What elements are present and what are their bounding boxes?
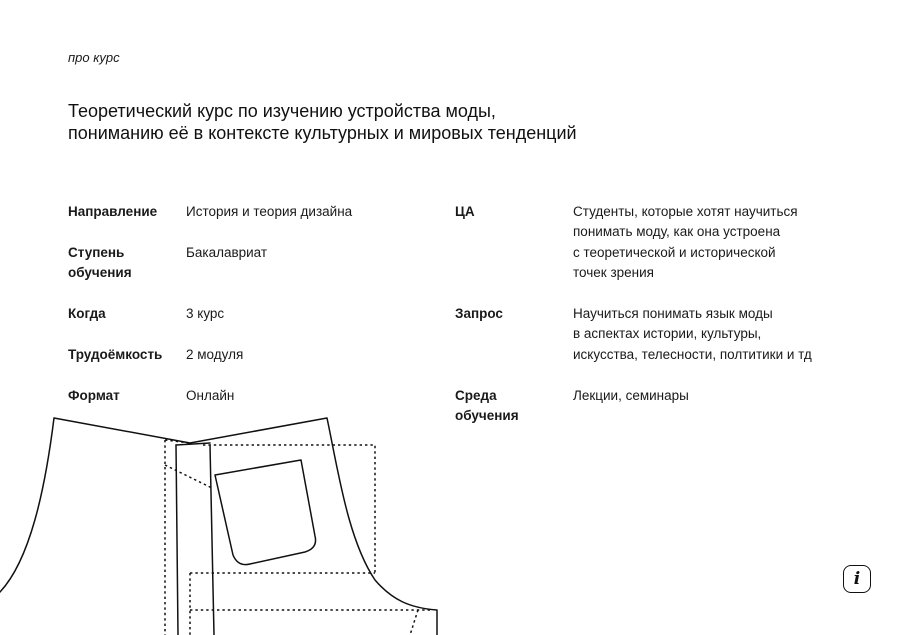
fact-value: 3 курс (186, 306, 225, 321)
trousers-pattern-illustration (0, 410, 450, 635)
fact-workload (68, 345, 428, 365)
fact-key: ЦА (455, 204, 475, 219)
fact-direction (68, 202, 428, 222)
fact-value-line: точек зрения (573, 265, 654, 281)
fact-key-line: обучения (68, 265, 132, 281)
info-icon: i (853, 569, 861, 589)
fact-key: Направление (68, 204, 158, 219)
fact-value-line: искусства, телесности, полтитики и тд (573, 346, 812, 362)
fact-key: Запрос (455, 306, 503, 322)
fact-key-line: Ступень (68, 244, 125, 260)
fact-value-line: в аспектах истории, культуры, (573, 326, 762, 342)
fact-key: Когда (68, 306, 106, 321)
info-button[interactable] (843, 565, 871, 593)
fact-key (455, 386, 573, 427)
course-lead (68, 100, 768, 144)
fact-value: Онлайн (186, 387, 235, 403)
fact-when (68, 304, 428, 324)
fact-value-line: Научиться понимать язык моды (573, 306, 773, 322)
course-facts-left (68, 202, 428, 426)
fact-value: 2 модуля (186, 346, 244, 362)
fact-audience (455, 202, 855, 284)
fact-request (455, 304, 855, 365)
fact-key: Формат (68, 387, 120, 403)
fact-environment (455, 386, 855, 427)
fact-level (68, 243, 428, 284)
section-label: про курс (68, 50, 120, 65)
fact-value (573, 304, 855, 365)
fact-key (68, 243, 186, 284)
course-facts-right (455, 202, 855, 447)
fact-value: История и теория дизайна (186, 204, 353, 219)
fact-value-line: Студенты, которые хотят научиться (573, 204, 798, 219)
fact-key-line: Среда (455, 387, 497, 403)
fact-value (573, 202, 855, 284)
fact-value-line: с теоретической и исторической (573, 244, 776, 260)
lead-line-1: Теоретический курс по изучению устройства моды, (68, 101, 496, 121)
fact-value: Лекции, семинары (573, 387, 689, 403)
fact-key-line: обучения (455, 408, 519, 424)
lead-line-2: пониманию её в контексте культурных и мировых тенденций (68, 123, 577, 143)
fact-key: Трудоёмкость (68, 346, 163, 362)
fact-value: Бакалавриат (186, 244, 268, 260)
fact-value-line: понимать моду, как она устроена (573, 224, 781, 240)
fact-format (68, 386, 428, 406)
